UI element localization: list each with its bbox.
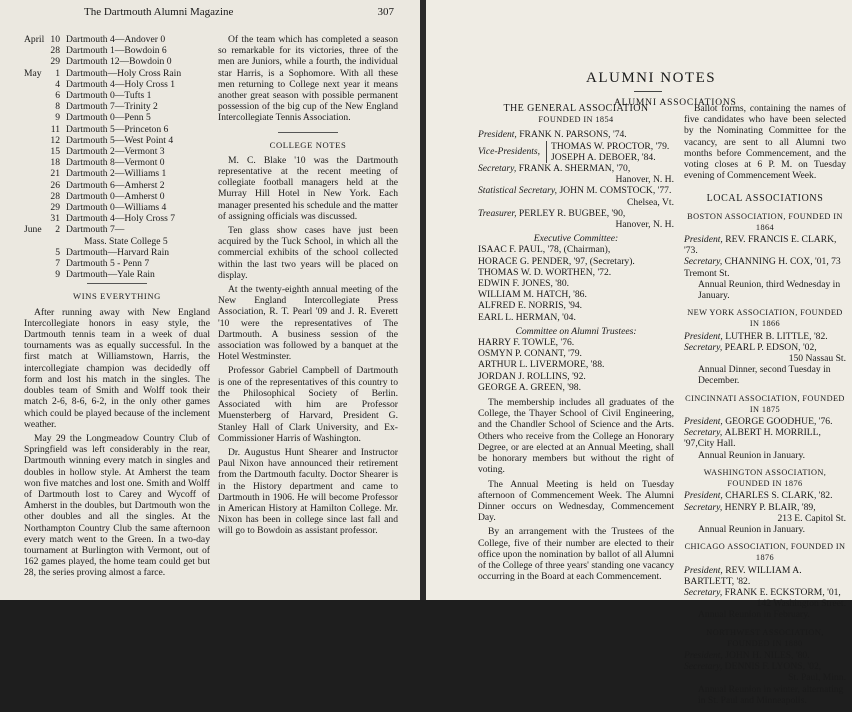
schedule-day: 21 xyxy=(50,168,60,180)
schedule-day: 28 xyxy=(50,45,60,57)
left-page xyxy=(0,0,420,600)
right-page xyxy=(426,0,852,706)
schedule-day: 7 xyxy=(55,258,60,270)
schedule-row xyxy=(24,247,210,258)
schedule-day: 8 xyxy=(55,101,60,113)
associations-subhead: ALUMNI ASSOCIATIONS xyxy=(614,98,737,108)
wins-heading: WINS EVERYTHING xyxy=(72,291,161,302)
schedule-month xyxy=(24,124,44,135)
schedule-month xyxy=(24,258,44,269)
schedule-day: 29 xyxy=(50,56,60,68)
schedule-row xyxy=(24,191,210,202)
schedule-day: 12 xyxy=(50,134,60,146)
schedule-game: Dartmouth 0—Amherst 0 xyxy=(66,190,165,202)
schedule-day: 2 xyxy=(55,224,60,236)
paragraph: Ten glass show cases have just been acquired by the Tuck School, in which all the commercial exhibits of the school collected within the last two years will be placed on display. xyxy=(218,225,398,281)
schedule-day: 5 xyxy=(55,246,60,258)
association-note: Annual Reunion in January. xyxy=(698,523,806,535)
secretary-line: Secretary, FRANK A. SHERMAN, '70, xyxy=(478,163,631,175)
schedule-game: Dartmouth 2—Vermont 3 xyxy=(66,146,165,158)
secretary-name: ALBERT H. MORRILL, '97,City Hall. xyxy=(684,427,821,450)
president-name: REV. WILLIAM A. BARTLETT, '82. xyxy=(684,564,802,587)
right-column-2 xyxy=(684,103,846,712)
association-note: Annual Reunion in January. xyxy=(698,449,806,461)
committee-member: EDWIN F. JONES, '80. xyxy=(478,278,570,290)
president-line: President, FRANK N. PARSONS, '74. xyxy=(478,129,627,141)
running-title: The Dartmouth Alumni Magazine xyxy=(84,6,234,18)
schedule-row xyxy=(24,56,210,67)
schedule-month xyxy=(24,191,44,202)
schedule-game: Dartmouth 5—Princeton 6 xyxy=(66,123,169,135)
schedule-row xyxy=(24,34,210,45)
schedule-game: Dartmouth 4—Holy Cross 7 xyxy=(66,213,175,225)
committee-member: EARL L. HERMAN, '04. xyxy=(478,311,576,323)
secretary-name: CHANNING H. COX, '01, 73 Tremont St. xyxy=(684,256,841,279)
committee-member: WILLIAM M. HATCH, '86. xyxy=(478,289,587,301)
left-column-2 xyxy=(218,34,398,537)
president-name: CHARLES S. CLARK, '82. xyxy=(725,490,833,502)
statistical-secretary-line: Statistical Secretary, JOHN M. COMSTOCK, '77. xyxy=(478,185,672,197)
secretary-name: FRANK E. ECKSTORM, '01, xyxy=(724,586,841,598)
schedule-month xyxy=(24,213,44,224)
founded-line: FOUNDED IN 1854 xyxy=(538,115,614,125)
schedule-month xyxy=(24,135,44,146)
local-association xyxy=(684,211,846,302)
association-secretary: Secretary, PEARL P. EDSON, '02, xyxy=(684,341,817,353)
schedule-month xyxy=(24,45,44,56)
schedule-row xyxy=(24,213,210,224)
schedule-month xyxy=(24,146,44,157)
schedule-game: Dartmouth 0—Tufts 1 xyxy=(66,90,152,102)
schedule-row xyxy=(24,79,210,90)
schedule-day: 6 xyxy=(55,90,60,102)
schedule-row xyxy=(24,45,210,56)
schedule-month xyxy=(24,112,44,123)
schedule-game: Dartmouth 8—Vermont 0 xyxy=(66,157,165,169)
association-president: President, CHARLES S. CLARK, '82. xyxy=(684,490,833,502)
local-associations-heading: LOCAL ASSOCIATIONS xyxy=(706,193,824,205)
association-address: 142 Washington Street. xyxy=(756,598,846,610)
committee-member: OSMYN P. CONANT, '79. xyxy=(478,348,582,360)
schedule-row xyxy=(24,146,210,157)
schedule-row xyxy=(24,124,210,135)
local-association xyxy=(684,467,846,535)
association-address: St. Paul, Minn. xyxy=(788,672,846,684)
schedule-game: Dartmouth 2—Williams 1 xyxy=(66,168,167,180)
executive-committee-heading: Executive Committee: xyxy=(533,233,619,245)
schedule-day: 4 xyxy=(55,78,60,90)
paragraph: Of the team which has completed a season so remarkable for its victories, three of the men are Juniors, while a fourth, the individual star Harris, is a Sophomore. With all these men returning to College next year it means another great season with possible permanent possession of the big cup of the New England Intercollegiate Tennis Association. xyxy=(218,34,398,124)
page-number: 307 xyxy=(377,6,394,18)
schedule-day: 9 xyxy=(55,269,60,281)
secretary-name: PEARL P. EDSON, '02, xyxy=(724,341,817,353)
general-association-heading: THE GENERAL ASSOCIATION xyxy=(503,103,649,114)
association-note: Annual Reunion in winter, alternating in St. Paul and Minneapolis. xyxy=(698,683,844,706)
schedule-month xyxy=(24,56,44,67)
schedule-day: 11 xyxy=(50,123,60,135)
committee-member: THOMAS W. D. WORTHEN, '72. xyxy=(478,266,612,278)
committee-member: ALFRED E. NORRIS, '94. xyxy=(478,300,583,312)
local-association xyxy=(684,393,846,461)
schedule-game: Mass. State College 5 xyxy=(84,235,168,247)
executive-committee-list xyxy=(478,244,674,322)
right-column-1: THE GENERAL ASSOCIATION FOUNDED IN 1854 President, FRANK N. PARSONS, '74. Vice-Presidents, THOMAS W. PROCTOR, '79. JOSEPH A. DEBOER, '84. Secretary, FRANK A. SHERMAN, '70, Hanover, N. H. Statistical Secretary, JOHN M. COMSTOCK, '77. Chelsea, Vt. Treasurer, PERLEY R. BUGBEE, '90, Hanover, N. H. Executive Committee: ISAAC F. PAUL, '78, (Chairman), HORACE G. PENDER, '97, (Secretary). THOMAS W. D. WORTHEN, '72. EDWIN F. JONES, '80. WILLIAM M. HATCH, '86. ALFRED E. NORRIS, '94. EARL L. HERMAN, '04. Committee on Alumni Trustees: HARRY F. TOWLE, '76. OSMYN P. CONANT, '79. ARTHUR L. LIVERMORE, '88. JORDAN J. ROLLINS, '92. GEORGE A. GREEN, '98. The membership includes all graduates of the College, the Thayer School of Civil Engineering, and the Chandler School of Science and the Arts. Others who receive from the College an Honorary Degree, or are elected at an Annual Meeting, shall be honorary members but without the right of voting. The Annual Meeting is held on Tuesday afternoon of Commencement Week. The Alumni Dinner occurs on Wednesday, Commencement Day. By an arrangement with the Trustees of the College, five of their number are elected to their office upon the nomination by ballot of all Alumni of the College of three years' standing one vacancy occurring in the Board at each Commencement. xyxy=(478,103,674,583)
schedule-game: Dartmouth 5 - Penn 7 xyxy=(66,258,150,270)
schedule-row xyxy=(24,135,210,146)
association-note: Annual Reunion in February. xyxy=(698,609,810,621)
schedule-game: Dartmouth 0—Penn 5 xyxy=(66,112,151,124)
association-address: 150 Nassau St. xyxy=(788,353,846,365)
association-secretary: Secretary, HENRY P. BLAIR, '89, xyxy=(684,501,816,513)
association-president: President, LUTHER B. LITTLE, '82. xyxy=(684,330,828,342)
committee-member: ARTHUR L. LIVERMORE, '88. xyxy=(478,359,605,371)
schedule-day: 9 xyxy=(55,112,60,124)
committee-member: JORDAN J. ROLLINS, '92. xyxy=(478,370,586,382)
committee-member: ISAAC F. PAUL, '78, (Chairman), xyxy=(478,244,611,256)
baseball-schedule xyxy=(24,34,210,280)
association-heading: NEW YORK ASSOCIATION, FOUNDED IN 1866 xyxy=(687,308,843,329)
schedule-game: Dartmouth 7— xyxy=(66,224,125,236)
association-secretary: Secretary, CHANNING H. COX, '01, 73 Tremont St. xyxy=(684,256,841,279)
divider xyxy=(634,91,662,92)
schedule-month xyxy=(24,180,44,191)
association-heading: CHICAGO ASSOCIATION, FOUNDED IN 1876 xyxy=(684,542,846,563)
schedule-game: Dartmouth 1—Bowdoin 6 xyxy=(66,45,167,57)
paragraph: Ballot forms, containing the names of five candidates who have been selected by the Nominating Committee for the vacancy, are sent to all Alumni two months before Commencement, and the voting closes at 6 P. M. on Tuesday evening of Commencement Week. xyxy=(684,103,846,182)
secretary-name: HENRY P. BLAIR, '89, xyxy=(724,501,816,513)
schedule-row xyxy=(24,236,210,247)
schedule-row xyxy=(24,202,210,213)
president-name: REV. FRANCIS E. CLARK, '73. xyxy=(684,234,837,257)
schedule-month xyxy=(24,157,44,168)
association-president: President, JOHN H. NILES, '80. xyxy=(684,649,810,661)
association-secretary: Secretary, FRANK E. ECKSTORM, '01, xyxy=(684,586,841,598)
schedule-day: 15 xyxy=(50,146,60,158)
association-note: Annual Reunion, third Wednesday in January. xyxy=(698,278,841,302)
schedule-month: June xyxy=(24,224,42,236)
schedule-month xyxy=(24,202,44,213)
schedule-game: Dartmouth 0—Williams 4 xyxy=(66,202,167,214)
trustees-committee-heading: Committee on Alumni Trustees: xyxy=(515,325,637,337)
schedule-month xyxy=(24,168,44,179)
association-president: President, REV. WILLIAM A. BARTLETT, '82. xyxy=(684,564,802,587)
paragraph: After running away with New England Intercollegiate honors in easy style, the Dartmouth tennis team in a week of dual tournaments was as equally successful. In the first match at Williamstown, Harris, the intercollegiate champion was decidedly off form and lost his match in the singles. The doubles team of Smith and Wolff took their match 2-6, 8-6, 6-2, in the only other games which could be played because of the inclement weather. xyxy=(24,306,210,430)
local-association xyxy=(684,627,846,706)
schedule-game: Dartmouth 7—Trinity 2 xyxy=(66,101,158,113)
local-association xyxy=(684,541,846,620)
vice-presidents: Vice-Presidents, THOMAS W. PROCTOR, '79. JOSEPH A. DEBOER, '84. xyxy=(478,140,670,163)
schedule-row xyxy=(24,224,210,235)
committee-member: HARRY F. TOWLE, '76. xyxy=(478,337,575,349)
schedule-day: 29 xyxy=(50,202,60,214)
association-heading: CINCINNATI ASSOCIATION, FOUNDED IN 1875 xyxy=(685,393,845,414)
paragraph: Professor Gabriel Campbell of Dartmouth is one of the representatives of this country to the Philosophical Society of Berlin. Associated with him are Professor Muensterberg of Harvard, President G. Stanley Hall of Clark University, and Ex-Commissioner Harris of Washington. xyxy=(218,365,398,444)
schedule-row xyxy=(24,180,210,191)
schedule-month xyxy=(24,90,44,101)
schedule-row xyxy=(24,90,210,101)
association-heading: NORTHWEST ASSOCIATION, FOUNDED IN 1880 xyxy=(706,627,824,648)
association-heading: BOSTON ASSOCIATION, FOUNDED IN 1864 xyxy=(687,211,843,232)
paragraph: The membership includes all graduates of the College, the Thayer School of Civil Engineering, and the Chandler School of Science and the Arts. Others who receive from the College an Honorary Degree, or are elected at an Annual Meeting, shall be honorary members but without the right of voting. xyxy=(478,397,674,476)
schedule-row xyxy=(24,112,210,123)
schedule-row xyxy=(24,101,210,112)
schedule-day: 26 xyxy=(50,179,60,191)
president-name: JOHN H. NILES, '80. xyxy=(725,649,810,661)
left-column-1 xyxy=(24,34,210,579)
schedule-row xyxy=(24,269,210,280)
schedule-month xyxy=(24,101,44,112)
association-secretary: Secretary, ALBERT H. MORRILL, '97,City Hall. xyxy=(684,427,821,450)
schedule-game: Dartmouth—Harvard Rain xyxy=(66,246,170,258)
divider xyxy=(87,283,147,284)
schedule-day: 1 xyxy=(55,67,60,79)
schedule-month xyxy=(24,247,44,258)
committee-member: GEORGE A. GREEN, '98. xyxy=(478,381,581,393)
paragraph: At the twenty-eighth annual meeting of the New England Intercollegiate Press Association, R. T. Pearl '09 and J. R. Everett '10 were the representatives of The Dartmouth. A business session of the association was followed by a banquet at the Hotel Westminster. xyxy=(218,284,398,363)
local-association xyxy=(684,307,846,386)
schedule-month xyxy=(24,79,44,90)
schedule-game: Dartmouth 5—West Point 4 xyxy=(66,134,174,146)
schedule-month: May xyxy=(24,67,42,79)
association-secretary: Secretary, DENNIS F. LYONS, '02, xyxy=(684,661,822,673)
schedule-day: 28 xyxy=(50,190,60,202)
schedule-day: 31 xyxy=(50,213,60,225)
schedule-month xyxy=(24,269,44,280)
schedule-month: April xyxy=(24,34,45,45)
schedule-row xyxy=(24,157,210,168)
association-note: Annual Dinner, second Tuesday in December. xyxy=(698,364,831,387)
schedule-game: Dartmouth 4—Holy Cross 1 xyxy=(66,78,175,90)
association-president: President, REV. FRANCIS E. CLARK, '73. xyxy=(684,234,837,257)
college-notes-heading: COLLEGE NOTES xyxy=(269,139,347,150)
paragraph: May 29 the Longmeadow Country Club of Springfield was left considerably in the rear, Dartmouth winning every match in singles and doubles in hollow style. At Amherst the team won five matches and lost one. Smith and Wolff of Dartmouth lost to Carey and Wycoff of Amherst in the doubles, but Dartmouth won the other doubles and all the singles. At the Northampton Country Club the same afternoon every match went to the Green. In a two-day tournament at Burlington with Vermont, out of 162 games played, the home team could get but 28, the series proving almost a farce. xyxy=(24,432,210,579)
page-title: ALUMNI NOTES xyxy=(586,70,717,86)
schedule-row xyxy=(24,68,210,79)
schedule-game: Dartmouth 6—Amherst 2 xyxy=(66,179,165,191)
committee-member: HORACE G. PENDER, '97, (Secretary). xyxy=(478,255,635,267)
trustees-committee-list xyxy=(478,337,674,393)
president-name: LUTHER B. LITTLE, '82. xyxy=(725,330,828,342)
schedule-day: 10 xyxy=(50,34,60,45)
secretary-name: DENNIS F. LYONS, '02, xyxy=(724,661,822,673)
schedule-game: Dartmouth 12—Bowdoin 0 xyxy=(66,56,172,68)
schedule-game: Dartmouth—Holy Cross Rain xyxy=(66,67,182,79)
paragraph: By an arrangement with the Trustees of the College, five of their number are elected to their office upon the nomination by ballot of all Alumni of the College of three years' standing one vacancy occurring in the Board at each Commencement. xyxy=(478,526,674,583)
paragraph: Dr. Augustus Hunt Shearer and Instructor Paul Nixon have announced their retirement from the Dartmouth faculty. Doctor Shearer is in the History department and came to Dartmouth in 1906. He will become Professor in American History at Hamilton College. Mr. Nixon has been in college since last fall and will go to Bowdoin as assistant professor. xyxy=(218,446,398,537)
association-address: 213 E. Capitol St. xyxy=(777,512,846,524)
treasurer-line: Treasurer, PERLEY R. BUGBEE, '90, xyxy=(478,207,626,219)
schedule-game: Dartmouth—Yale Rain xyxy=(66,269,155,281)
paragraph: M. C. Blake '10 was the Dartmouth representative at the recent meeting of collegiate football managers held at the Murray Hill Hotel in New York. Each manager presented his schedule and the matter of assigning officials was discussed. xyxy=(218,154,398,222)
association-heading: WASHINGTON ASSOCIATION, FOUNDED IN 1876 xyxy=(703,467,827,489)
schedule-game: Dartmouth 4—Andover 0 xyxy=(66,34,166,45)
local-associations-list xyxy=(684,211,846,706)
divider xyxy=(278,132,338,133)
schedule-row xyxy=(24,258,210,269)
schedule-day: 18 xyxy=(50,157,60,169)
president-name: GEORGE GOODHUE, '76. xyxy=(725,416,833,428)
paragraph: The Annual Meeting is held on Tuesday afternoon of Commencement Week. The Alumni Dinner occurs on Wednesday, Commencement Day. xyxy=(478,478,674,524)
association-president: President, GEORGE GOODHUE, '76. xyxy=(684,416,833,428)
schedule-row xyxy=(24,168,210,179)
